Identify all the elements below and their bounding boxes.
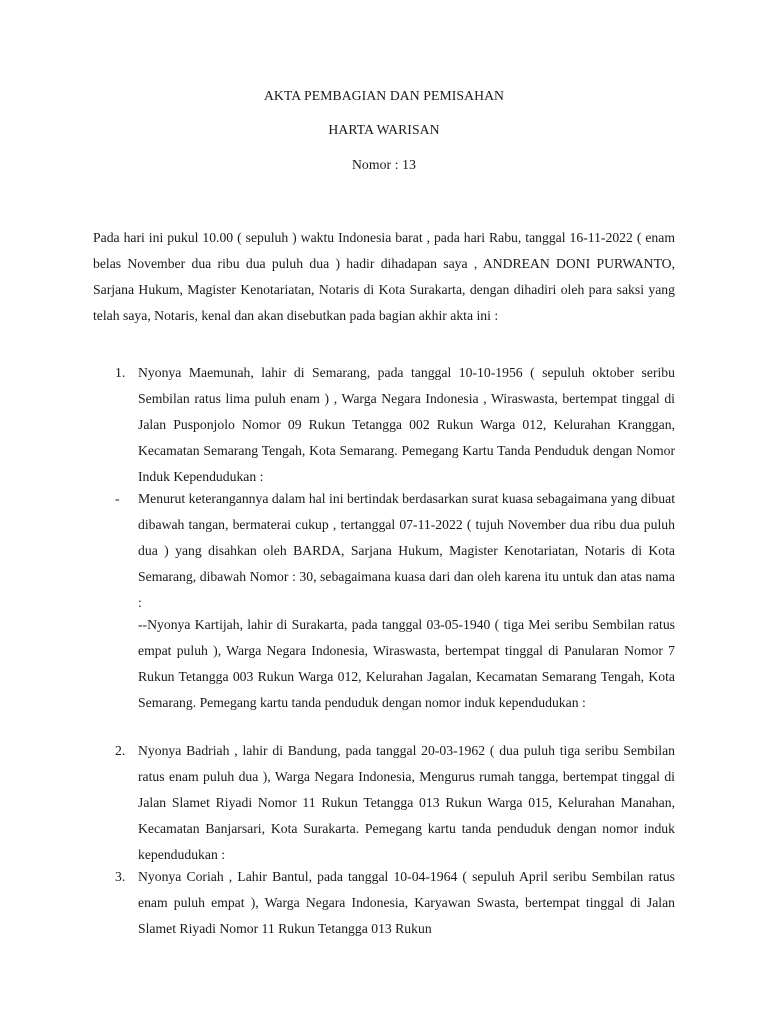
intro-paragraph: Pada hari ini pukul 10.00 ( sepuluh ) waktu Indonesia barat , pada hari Rabu, tanggal 16-11-2022 ( enam belas November dua ribu dua puluh dua ) hadir dihadapan saya , ANDREAN DONI PURWANTO, Sarjana Hukum, Magister Kenotariatan, Notaris di Kota Surakarta, dengan dihadiri oleh para saksi yang telah saya, Notaris, kenal dan akan disebutkan pada bagian akhir akta ini : <box>93 230 675 323</box>
list-marker: 3. <box>115 869 126 884</box>
document-title-line1: AKTA PEMBAGIAN DAN PEMISAHAN <box>263 88 505 103</box>
list-marker: - <box>115 491 120 506</box>
document-number: Nomor : 13 <box>351 157 417 172</box>
document-title-line2: HARTA WARISAN <box>328 122 440 137</box>
list-item: Nyonya Coriah , Lahir Bantul, pada tanggal 10-04-1964 ( sepuluh April seribu Sembilan ratus enam puluh empat ), Warga Negara Indonesia, Karyawan Swasta, bertempat tinggal di Jalan Slamet Riyadi Nomor 11 Rukun Tetangga 013 Rukun <box>138 869 675 936</box>
list-marker: 1. <box>115 365 126 380</box>
list-item: Nyonya Maemunah, lahir di Semarang, pada tanggal 10-10-1956 ( sepuluh oktober seribu Sembilan ratus lima puluh enam ) , Warga Negara Indonesia , Wiraswasta, bertempat tinggal di Jalan Pusponjolo Nomor 09 Rukun Tetangga 002 Rukun Warga 012, Kelurahan Kranggan, Kecamatan Semarang Tengah, Kota Semarang. Pemegang Kartu Tanda Penduduk dengan Nomor Induk Kependudukan : <box>138 365 675 484</box>
list-item: Menurut keterangannya dalam hal ini bertindak berdasarkan surat kuasa sebagaimana yang dibuat dibawah tangan, bermaterai cukup , tertanggal 07-11-2022 ( tujuh November dua ribu dua puluh dua ) yang disahkan oleh BARDA, Sarjana Hukum, Magister Kenotariatan, Notaris di Kota Semarang, dibawah Nomor : 30, sebagaimana kuasa dari dan oleh karena itu untuk dan atas nama : <box>138 491 675 610</box>
list-item: Nyonya Badriah , lahir di Bandung, pada tanggal 20-03-1962 ( dua puluh tiga seribu Sembilan ratus enam puluh dua ), Warga Negara Indonesia, Mengurus rumah tangga, bertempat tinggal di Jalan Slamet Riyadi Nomor 11 Rukun Tetangga 013 Rukun Warga 015, Kelurahan Manahan, Kecamatan Banjarsari, Kota Surakarta. Pemegang kartu tanda penduduk dengan nomor induk kependudukan : <box>138 743 675 862</box>
list-marker: 2. <box>115 743 126 758</box>
list-item: --Nyonya Kartijah, lahir di Surakarta, pada tanggal 03-05-1940 ( tiga Mei seribu Sembilan ratus empat puluh ), Warga Negara Indonesia, Wiraswasta, bertempat tinggal di Panularan Nomor 7 Rukun Tetangga 003 Rukun Warga 012, Kelurahan Jagalan, Kecamatan Semarang Tengah, Kota Semarang. Pemegang kartu tanda penduduk dengan nomor induk kependudukan : <box>138 617 675 710</box>
